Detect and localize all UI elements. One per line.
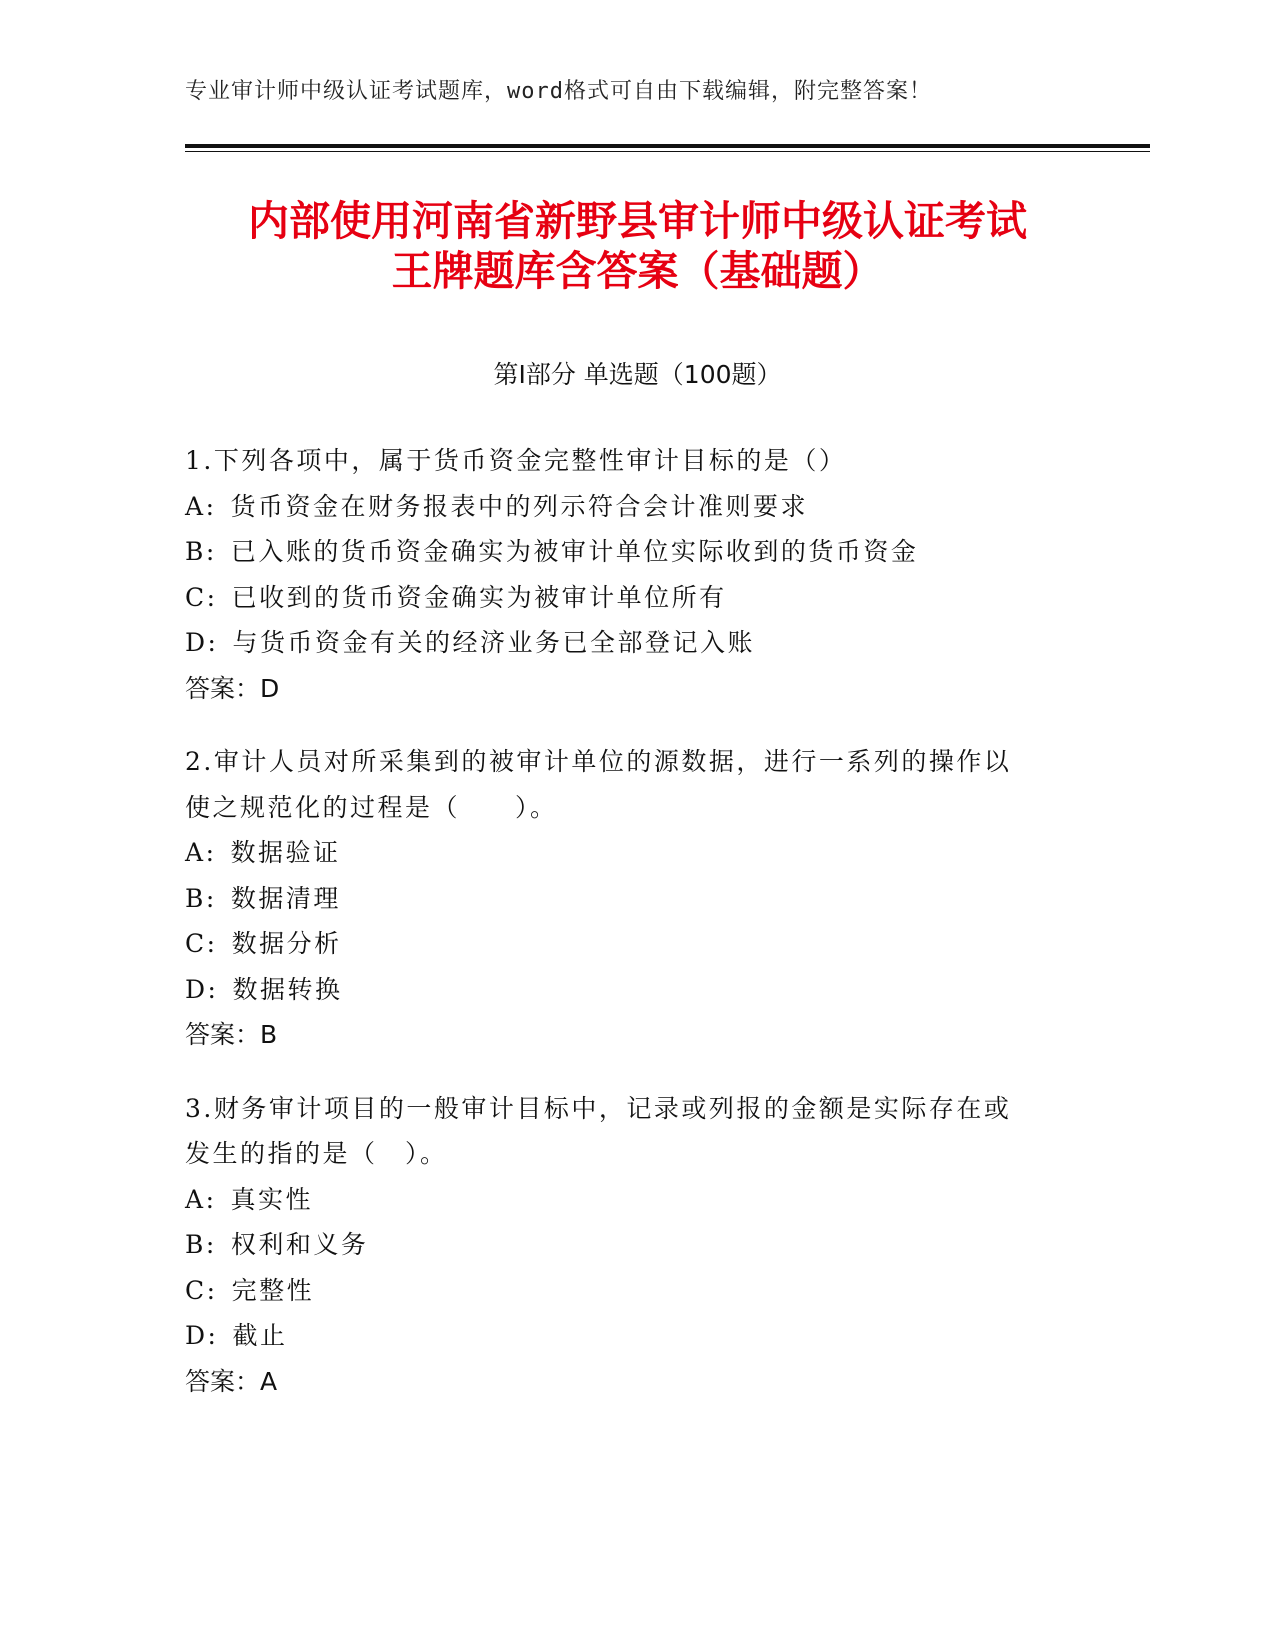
- option-b: B: 已入账的货币资金确实为被审计单位实际收到的货币资金: [185, 537, 919, 566]
- option-letter: C: [185, 1275, 207, 1305]
- option-letter: D: [185, 974, 208, 1004]
- question-2: [185, 739, 1065, 1058]
- answer-value: D: [260, 673, 280, 703]
- option-d: D: 截止: [185, 1321, 288, 1350]
- option-text: 真实性: [230, 1184, 314, 1214]
- answer-value: A: [260, 1366, 278, 1396]
- option-c: C: 已收到的货币资金确实为被审计单位所有: [185, 582, 727, 612]
- document-title: [120, 196, 1155, 296]
- option-d: D: 与货币资金有关的经济业务已全部登记入账: [185, 628, 755, 657]
- question-stem-continued: 发生的指的是（ ）。: [185, 1139, 448, 1168]
- header-note: 专业审计师中级认证考试题库，word格式可自由下载编辑，附完整答案！: [185, 79, 932, 104]
- section-heading: 第Ⅰ部分 单选题（100题）: [493, 360, 782, 389]
- option-text: 与货币资金有关的经济业务已全部登记入账: [232, 628, 755, 657]
- option-text: 完整性: [231, 1275, 315, 1305]
- option-letter: D: [185, 628, 208, 657]
- option-text: 数据分析: [231, 929, 342, 958]
- option-b: B: 权利和义务: [185, 1230, 369, 1259]
- option-letter: C: [185, 929, 207, 958]
- option-letter: D: [185, 1321, 208, 1350]
- option-text: 已入账的货币资金确实为被审计单位实际收到的货币资金: [230, 537, 919, 566]
- option-text: 货币资金在财务报表中的列示符合会计准则要求: [230, 491, 809, 521]
- option-text: 权利和义务: [230, 1230, 369, 1259]
- question-stem-continued: 使之规范化的过程是（ ）。: [185, 792, 558, 822]
- option-text: 数据转换: [232, 974, 343, 1004]
- option-letter: B: [185, 1230, 206, 1259]
- option-a: A: 数据验证: [185, 838, 341, 867]
- question-3: [185, 1086, 1065, 1405]
- question-1: [185, 438, 1065, 711]
- answer-label: 答案：: [185, 1366, 261, 1396]
- answer-line: [185, 1359, 1065, 1405]
- option-c: C: 完整性: [185, 1275, 315, 1305]
- question-list: [185, 438, 1065, 1432]
- question-stem: 3.财务审计项目的一般审计目标中，记录或列报的金额是实际存在或: [185, 1093, 1012, 1123]
- option-letter: B: [185, 537, 206, 566]
- question-stem: 2.审计人员对所采集到的被审计单位的源数据，进行一系列的操作以: [185, 747, 1012, 776]
- header-rule-thin: [185, 151, 1150, 152]
- option-b: B: 数据清理: [185, 883, 341, 913]
- header-rule-thick: [185, 144, 1150, 148]
- option-text: 截止: [232, 1321, 288, 1350]
- answer-value: B: [260, 1020, 278, 1049]
- answer-label: 答案：: [185, 1020, 261, 1049]
- option-letter: B: [185, 883, 206, 913]
- option-letter: A: [185, 838, 206, 867]
- option-letter: A: [185, 1184, 206, 1214]
- option-text: 数据清理: [230, 883, 341, 913]
- option-a: A: 真实性: [185, 1184, 314, 1214]
- option-letter: A: [185, 491, 206, 521]
- answer-label: 答案：: [185, 673, 261, 703]
- answer-line: [185, 1012, 1065, 1058]
- question-stem: 1.下列各项中，属于货币资金完整性审计目标的是（）: [185, 446, 847, 475]
- option-c: C: 数据分析: [185, 929, 342, 958]
- option-d: D: 数据转换: [185, 974, 343, 1004]
- answer-line: [185, 666, 1065, 712]
- option-letter: C: [185, 582, 207, 612]
- option-text: 已收到的货币资金确实为被审计单位所有: [231, 582, 727, 612]
- document-title-line-2: 王牌题库含答案（基础题）: [391, 247, 884, 295]
- option-text: 数据验证: [230, 838, 341, 867]
- option-a: A: 货币资金在财务报表中的列示符合会计准则要求: [185, 491, 809, 521]
- document-title-line-1: 内部使用河南省新野县审计师中级认证考试: [248, 197, 1027, 245]
